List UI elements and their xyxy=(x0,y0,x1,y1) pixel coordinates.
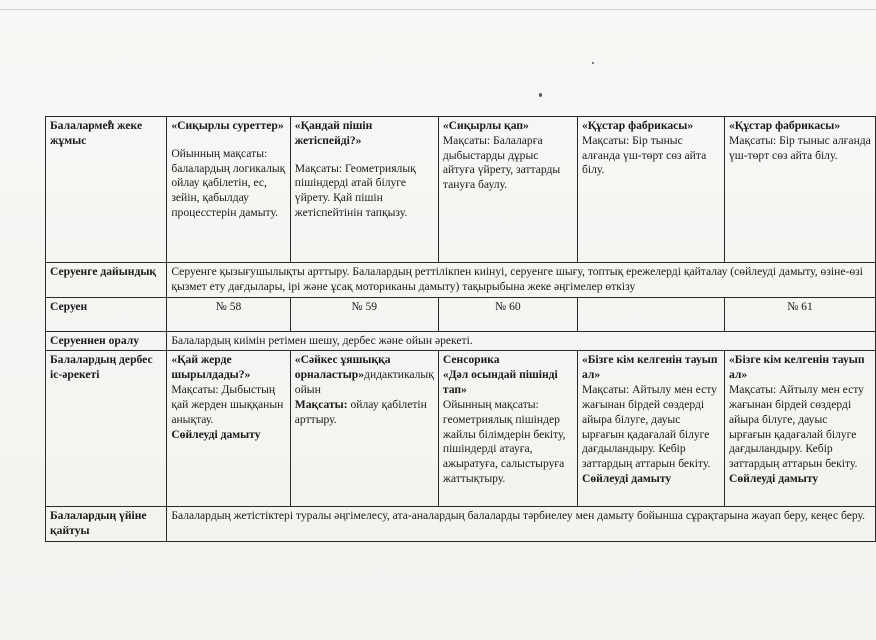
scan-speck xyxy=(539,93,542,97)
individual-cell-4 xyxy=(577,117,724,263)
aim-text: ойлау қабілетін арттыру. xyxy=(294,397,427,426)
game-description: Мақсаты: Бір тыныс алғанда үш-төрт сөз айта білу. xyxy=(728,133,871,162)
walk-preparation-text: Серуенге қызығушылықты арттыру. Балалардың реттілікпен киінуі, серуенге шығу, топтық ережелерді қайталау (сөйлеуді дамыту, өзіне-өзі қызмет ету дағдылары, ірі және ұсақ моториканы дамыту) тақырыбына жеке әңгімелер өткізу xyxy=(167,263,876,298)
independent-cell-4 xyxy=(577,351,724,507)
row-label: Балалармен жеке жұмыс xyxy=(46,117,167,263)
game-description: Мақсаты: Айтылу мен есту жағынан бірдей сөздерді айыра білуге, дауыс ырғағын қадағалай білуге дағдыландыру. Кебір заттардың аттарын бекіту. xyxy=(581,383,717,471)
game-title-line xyxy=(295,353,434,397)
game-aim-line xyxy=(295,398,434,428)
game-description: Мақсаты: Дыбыстың қай жерден шыққанын анықтау. xyxy=(171,383,284,426)
going-home-text: Балалардың жетістіктері туралы әңгімелесу, ата-аналардың балаларды тәрбиелеу мен дамыту бойынша сұрақтарына жауап беру, кеңес беру. xyxy=(167,507,876,542)
game-title: «Бізге кім келгенін тауып ал» xyxy=(581,353,718,382)
independent-cell-5 xyxy=(724,351,875,507)
game-description: Ойынның мақсаты: геометриялық пішіндер жайлы білімдерін бекіту, пішіндерді атауға, ажыратуға, салыстыруға жаттықтыру. xyxy=(442,397,566,486)
game-title: «Сиқырлы қап» xyxy=(442,119,529,132)
row-return-from-walk xyxy=(46,331,876,351)
row-label: Балалардың дербес іс-әрекеті xyxy=(46,351,167,507)
independent-cell-3 xyxy=(438,351,577,507)
game-description: Мақсаты: Геометриялық пішіндерді атай білуге үйрету. Қай пішін жетіспейтінін тапқызу. xyxy=(294,161,416,220)
walk-number: № 61 xyxy=(724,297,875,331)
game-description: Мақсаты: Айтылу мен есту жағынан бірдей сөздерді айыра білуге, дауыс ырғағын қадағалай білуге дағдыландыру. Кебір заттардың аттарын бекіту. xyxy=(728,383,864,471)
return-from-walk-text: Балалардың киімін ретімен шешу, дербес және ойын әрекеті. xyxy=(167,331,876,351)
subject-heading: Сенсорика xyxy=(442,353,500,367)
game-title: «Құстар фабрикасы» xyxy=(728,119,841,132)
game-title: «Бізге кім келгенін тауып ал» xyxy=(728,353,865,382)
aim-label: Мақсаты: xyxy=(294,397,348,411)
game-title: «Қандай пішін жетіспейді?» xyxy=(294,119,373,147)
individual-cell-3 xyxy=(438,117,577,263)
game-type: дидактикалық ойын xyxy=(294,368,434,397)
game-description: Мақсаты: Бір тыныс алғанда үш-төрт сөз айта білу. xyxy=(581,133,707,177)
independent-cell-2 xyxy=(290,351,438,507)
walk-number: № 59 xyxy=(290,297,438,331)
row-walk xyxy=(46,297,876,331)
walk-empty-cell xyxy=(577,297,724,331)
subject-footer: Сөйлеуді дамыту xyxy=(171,427,261,441)
scan-edge-line xyxy=(0,9,876,10)
row-label: Серуеннен оралу xyxy=(46,331,167,351)
row-individual-work xyxy=(46,117,876,263)
game-title: «Сиқырлы суреттер» xyxy=(171,119,284,132)
game-title: «Сәйкес ұяшыққа орналастыр» xyxy=(294,353,391,382)
game-description: Ойынның мақсаты: балалардың логикалық ойлау қабілетін, ес, зейін, қабылдау процесстерін дамыту. xyxy=(171,146,286,220)
game-description: Мақсаты: Балаларға дыбыстарды дұрыс айтуға үйрету, заттарды тануға баулу. xyxy=(442,133,561,192)
schedule-table xyxy=(45,116,876,542)
walk-number: № 58 xyxy=(167,297,290,331)
game-title: «Қай жерде шырылдады?» xyxy=(171,353,251,382)
game-title: «Құстар фабрикасы» xyxy=(581,119,694,132)
subject-footer: Сөйлеуді дамыту xyxy=(581,472,672,486)
row-walk-preparation xyxy=(46,263,876,298)
row-label: Балалардың үйіне қайтуы xyxy=(46,507,167,542)
row-independent-activity xyxy=(46,351,876,507)
row-label: Серуен xyxy=(46,297,167,331)
walk-number: № 60 xyxy=(438,297,577,331)
individual-cell-1 xyxy=(167,117,290,263)
row-going-home xyxy=(46,507,876,542)
individual-cell-5 xyxy=(724,117,875,263)
game-title: «Дәл осындай пішінді тап» xyxy=(442,368,558,397)
row-label: Серуенге дайындық xyxy=(46,263,167,298)
independent-cell-1 xyxy=(167,351,290,507)
subject-footer: Сөйлеуді дамыту xyxy=(728,472,819,486)
scan-speck xyxy=(592,62,594,64)
individual-cell-2 xyxy=(290,117,438,263)
